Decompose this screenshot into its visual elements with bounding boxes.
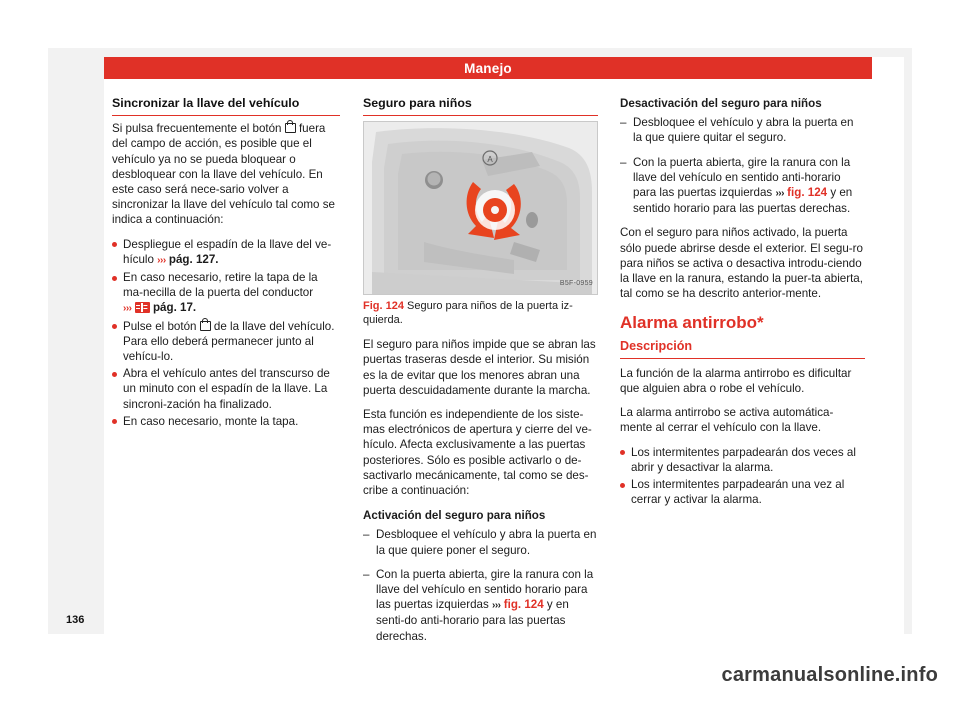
paragraph-alarm-1: La función de la alarma antirrobo es dificultar que alguien abra o robe el vehículo. xyxy=(620,366,852,396)
manual-book-icon xyxy=(135,302,150,313)
cross-reference-arrows-icon: ››› xyxy=(492,600,501,612)
figure-caption-text: Seguro para niños de la puerta iz-quierda. xyxy=(363,300,573,327)
dash-item xyxy=(620,155,865,217)
bullet-item xyxy=(112,414,340,429)
deactivation-step-2-a: Con la puerta abierta, gire la ranura con la llave del vehículo en sentido anti-horario para las puertas izquierdas xyxy=(633,155,851,200)
sync-intro-part2: fuera del campo de acción, es posible que el vehículo ya no se pueda bloquear o desbloquear con la llave del vehículo. En este caso será nece-sario volver a sincronizar la llave del vehículo tal como se indica a continuación: xyxy=(112,122,335,227)
svg-text:A: A xyxy=(487,155,493,165)
page-number: 136 xyxy=(66,614,85,626)
bullet-5-text: En caso necesario, monte la tapa. xyxy=(123,414,299,428)
section-title-sync-key: Sincronizar la llave del vehículo xyxy=(112,96,340,116)
bullet-item xyxy=(112,366,340,412)
deactivation-step-1: Desbloquee el vehículo y abra la puerta en la que quiere quitar el seguro. xyxy=(633,116,854,145)
figure-image-child-lock xyxy=(363,121,598,295)
cross-reference-arrows-icon: ››› xyxy=(157,254,166,266)
figure-caption xyxy=(363,299,598,327)
bullet-3-text-b: de la llave del vehículo. Para ello deberá permanecer junto al vehícu-lo. xyxy=(123,319,335,364)
activation-step-1: Desbloquee el vehículo y abra la puerta en la que quiere poner el seguro. xyxy=(376,528,597,557)
figure-124 xyxy=(363,121,598,327)
deactivation-step-2-b: y en sentido horario para las puertas derechas. xyxy=(633,186,853,216)
bullet-item xyxy=(620,445,865,475)
heading-alarm-antirrobo: Alarma antirrobo* xyxy=(620,313,764,333)
paragraph-child-lock-summary: Con el seguro para niños activado, la puerta sólo puede abrirse desde el exterior. El segu-ro para niños se activa o desactiva introdu-ciendo la llave en la ranura, estando la puer-ta abierta, tal como se ha descrito anterior-mente. xyxy=(620,226,863,301)
dash-item xyxy=(363,567,598,644)
section-title-child-lock: Seguro para niños xyxy=(363,96,598,116)
paragraph-child-lock-2: Esta función es independiente de los siste-mas electrónicos de apertura y cierre del ve-hículo. Afecta exclusivamente a las puertas posteriores. Sólo es posible activarlo o de-sactivarlo mecánicamente, tal como se des-cribe a continuación: xyxy=(363,408,592,498)
paragraph-child-lock-1: El seguro para niños impide que se abran las puertas traseras desde el interior. Su misión es la de evitar que los menores abran una puerta descuidadamente durante la marcha. xyxy=(363,338,596,397)
lock-icon xyxy=(285,123,296,133)
figure-label: Fig. 124 xyxy=(363,300,404,313)
paragraph-sync-intro xyxy=(112,121,340,227)
activation-step-2-ref[interactable]: fig. 124 xyxy=(503,598,544,612)
subheading-activation: Activación del seguro para niños xyxy=(363,509,546,523)
bullet-item xyxy=(112,237,340,268)
bullet-item xyxy=(620,477,865,507)
watermark-text: carmanualsonline.info xyxy=(721,664,938,686)
bullet-4-text: Abra el vehículo antes del transcurso de un minuto con el espadín de la llave. La sincroni-zación ha finalizado. xyxy=(123,367,330,411)
bullet-1-text: Despliegue el espadín de la llave del ve-hículo xyxy=(123,237,332,266)
activation-step-2-b: y en senti-do anti-horario para las puertas derechas. xyxy=(376,598,569,643)
bullet-item xyxy=(112,319,340,365)
alarm-bullet-1: Los intermitentes parpadearán dos veces al abrir y desactivar la alarma. xyxy=(631,445,856,474)
bullet-item xyxy=(112,270,340,317)
cross-reference-arrows-icon: ››› xyxy=(123,303,132,315)
sync-intro-part1: Si pulsa frecuentemente el botón xyxy=(112,122,285,136)
lock-icon xyxy=(200,321,211,331)
dash-item xyxy=(363,527,598,557)
door-lock-illustration xyxy=(364,122,597,294)
column-three xyxy=(620,96,865,509)
site-watermark xyxy=(722,664,938,687)
bullet-2-ref: pág. 17. xyxy=(152,301,197,315)
column-two xyxy=(363,96,598,653)
column-one xyxy=(112,96,340,431)
cross-reference-arrows-icon: ››› xyxy=(775,188,784,200)
page-header-banner xyxy=(104,57,872,79)
header-title: Manejo xyxy=(464,60,512,76)
bullet-2-text: En caso necesario, retire la tapa de la ma-necilla de la puerta del conductor xyxy=(123,271,318,300)
dash-item xyxy=(620,115,865,145)
heading-descripcion: Descripción xyxy=(620,339,865,359)
paragraph-alarm-2: La alarma antirrobo se activa automática-mente al cerrar el vehículo con la llave. xyxy=(620,406,834,435)
bullet-1-ref: pág. 127. xyxy=(168,252,219,266)
alarm-bullet-2: Los intermitentes parpadearán una vez al cerrar y activar la alarma. xyxy=(631,478,845,507)
bullet-3-text-a: Pulse el botón xyxy=(123,319,200,333)
figure-code: B5F-0959 xyxy=(559,280,593,287)
activation-step-2-a: Con la puerta abierta, gire la ranura con la llave del vehículo en sentido horario para las puertas izquierdas xyxy=(376,567,594,612)
deactivation-step-2-ref[interactable]: fig. 124 xyxy=(787,186,828,200)
subheading-deactivation: Desactivación del seguro para niños xyxy=(620,97,822,110)
